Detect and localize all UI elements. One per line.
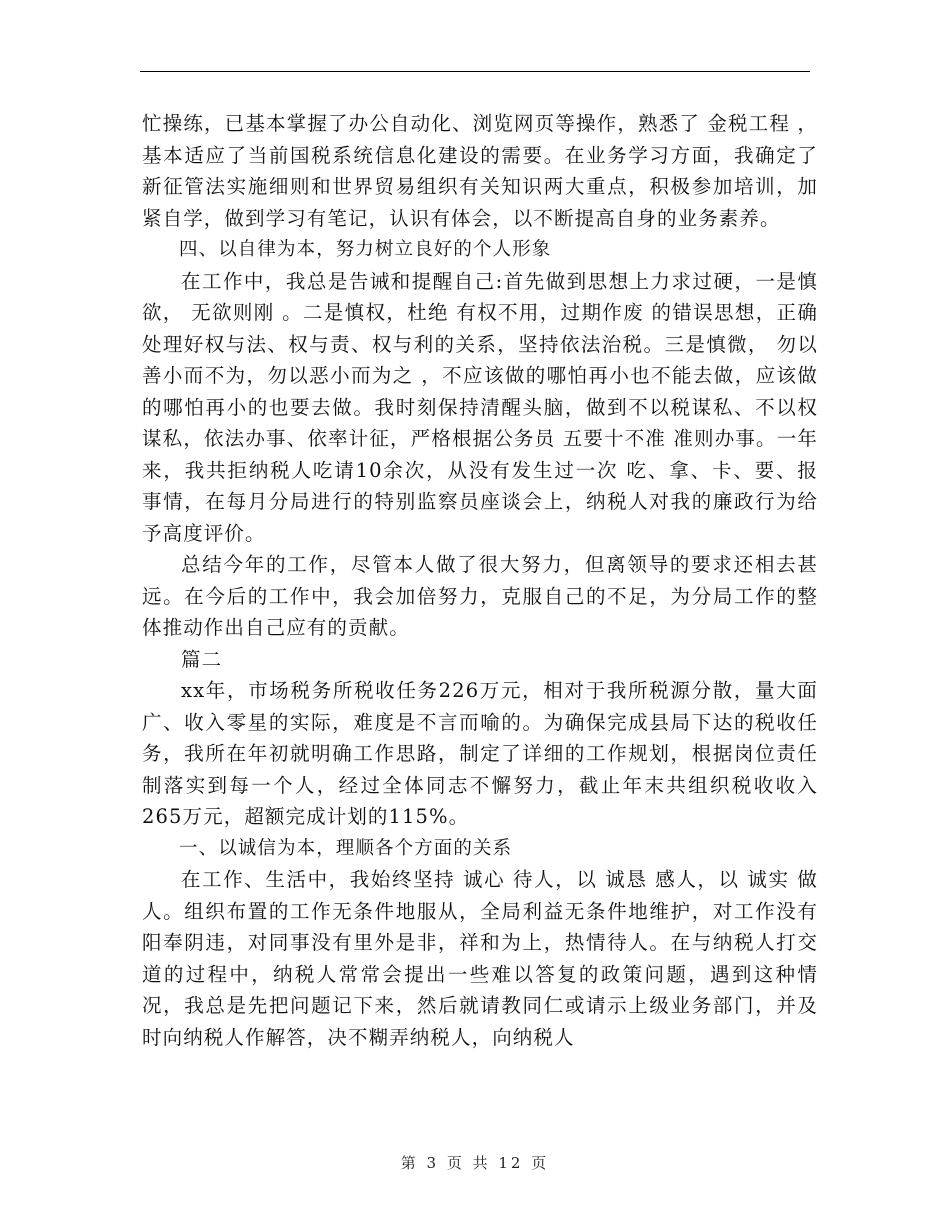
paragraph: 忙操练，已基本掌握了办公自动化、浏览网页等操作，熟悉了 金税工程 ，基本适应了当前国税系统信息化建设的需要。在业务学习方面，我确定了新征管法实施细则和世界贸易组织有关知识两大重点，积极参加培训，加紧自学，做到学习有笔记，认识有体会，以不断提高自身的业务素养。 — [142, 112, 818, 230]
header-rule — [140, 71, 810, 72]
section-heading: 四、以自律为本，努力树立良好的个人形象 — [179, 239, 552, 260]
document-body — [142, 108, 818, 1053]
paragraph: 在工作、生活中，我始终坚持 诚心 待人，以 诚恳 感人，以 诚实 做人。组织布置的工作无条件地服从，全局利益无条件地维护，对工作没有阳奉阴违，对同事没有里外是非，祥和为上，热情待人。在与纳税人打交道的过程中，纳税人常常会提出一些难以答复的政策问题，遇到这种情况，我总是先把问题记下来，然后就请教同仁或请示上级业务部门，并及时向纳税人作解答，决不糊弄纳税人，向纳税人 — [142, 868, 818, 1049]
section-title: 篇二 — [181, 647, 223, 671]
paragraph: 在工作中，我总是告诫和提醒自己:首先做到思想上力求过硬，一是慎欲， 无欲则刚 。二是慎权，杜绝 有权不用，过期作废 的错误思想，正确处理好权与法、权与责、权与利的关系，坚持依法治税。三是慎微， 勿以善小而不为，勿以恶小而为之 ，不应该做的哪怕再小也不能去做，应该做的哪怕再小的也要去做。我时刻保持清醒头脑，做到不以税谋私、不以权谋私，依法办事、依率计征，严格根据公务员 五要十不准 准则办事。一年来，我共拒纳税人吃请10余次，从没有发生过一次 吃、拿、卡、要、报 事情，在每月分局进行的特别监察员座谈会上，纳税人对我的廉政行为给予高度评价。 — [142, 269, 818, 545]
paragraph: 总结今年的工作，尽管本人做了很大努力，但离领导的要求还相去甚远。在今后的工作中，我会加倍努力，克服自己的不足，为分局工作的整体推动作出自己应有的贡献。 — [142, 553, 818, 639]
section-heading: 一、以诚信为本，理顺各个方面的关系 — [179, 837, 513, 859]
page-number-footer: 第 3 页 共 12 页 — [400, 1154, 550, 1172]
paragraph: xx年，市场税务所税收任务226万元，相对于我所税源分散，量大面广、收入零星的实际，难度是不言而喻的。为确保完成县局下达的税收任务，我所在年初就明确工作思路，制定了详细的工作规划，根据岗位责任制落实到每一个人，经过全体同志不懈努力，截止年末共组织税收收入265万元，超额完成计划的115%。 — [142, 679, 818, 828]
